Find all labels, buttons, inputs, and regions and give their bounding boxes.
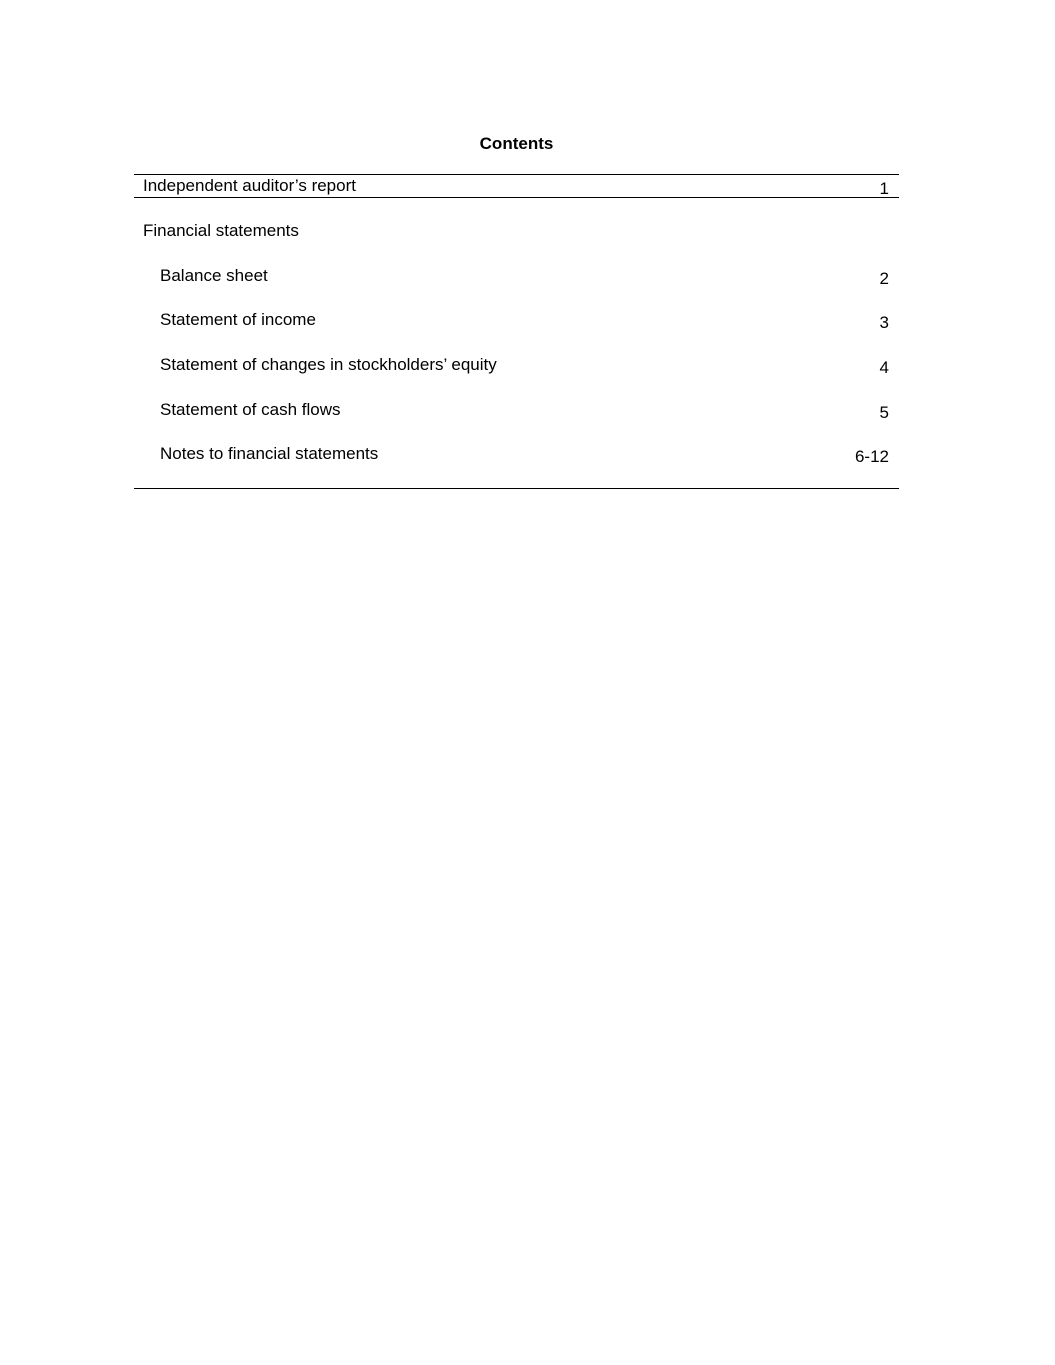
page-title: Contents (479, 134, 554, 153)
toc-entry-page-number: 4 (879, 358, 889, 377)
toc-entry-statement-of-income (134, 310, 899, 334)
toc-entry-label: Balance sheet (160, 266, 268, 285)
toc-entry-page-number: 2 (879, 269, 889, 288)
top-rule (134, 174, 899, 175)
toc-entry-label: Statement of changes in stockholders’ equity (160, 355, 497, 374)
toc-entry-page-number: 6-12 (854, 447, 889, 466)
toc-entry-label: Statement of cash flows (160, 400, 341, 419)
toc-entry-label: Notes to financial statements (160, 444, 379, 463)
toc-entry-notes (134, 444, 899, 468)
toc-entry-label: Statement of income (160, 310, 316, 329)
toc-entry-page-number: 3 (879, 313, 889, 332)
toc-entry-page-number: 1 (879, 179, 889, 198)
toc-entry-stockholders-equity (134, 355, 899, 379)
toc-section-label: Financial statements (143, 221, 299, 240)
bottom-rule (134, 488, 899, 489)
toc-entry-cash-flows (134, 400, 899, 424)
toc-entry-balance-sheet (134, 266, 899, 290)
toc-entry-label: Independent auditor’s report (143, 176, 356, 195)
section-rule (134, 197, 899, 198)
toc-entry-page-number: 5 (879, 403, 889, 422)
toc-section-financial-statements (134, 221, 899, 245)
